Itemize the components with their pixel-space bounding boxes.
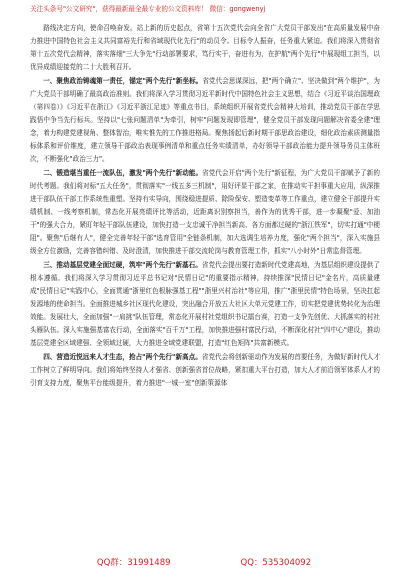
qq-group-label: QQ群：31991489 xyxy=(96,558,171,568)
paragraph-heading: 三、推动基层党建全面过硬，筑牢"两个先行"新基石。 xyxy=(43,261,202,269)
qq-contact-label: QQ：535304092 xyxy=(240,558,312,568)
section-one-paragraph xyxy=(30,75,380,166)
section-two-paragraph xyxy=(30,167,380,258)
document-body xyxy=(30,22,380,390)
section-three-paragraph xyxy=(30,259,380,350)
paragraph-text: 路线决定方向，使命召唤奋发。站上新的历史起点，省第十五次党代会向全省广大党员干部发出"在高质量发展中奋力推进中国特色社会主义共同富裕先行和省域现代化先行"的动员令。目标令人振奋，任务重大紧迫。我们将深入贯彻省第十五次党代会精神，落实落细"三大争先"行动部署要求，笃行实干，奋进有为，在护航"两个先行"中展现组工担当，以优异成绩迎接党的二十大胜利召开。 xyxy=(30,24,380,71)
paragraph-heading: 一、聚焦政治铸魂第一责任，锚定"两个先行"新坐标。 xyxy=(43,77,203,85)
contact-footer xyxy=(0,556,408,570)
paragraph-text: 省党代会开启"两个先行"新征程，为广大党员干部赋予了新的时代考题。我们将对标"五大任务"，贯彻落实"一线五多三机制"，用好评显干部之家，在推动实干担事重大应用，纵深推进干部队伍干部工作系统性重塑。坚持有实导向，围绕稳进提质、除险保安、塑造变革等工作重点，建立健全干部提升实绩机制、一线考察机制，常态化开展亮绩评比等活动，近距离识别察担当，善作为的优秀干部，进一步凝聚"爱、加油干"的强大合力，紧盯年轻干部队伍建设，加快打造一支忠诚干净担当新高、各方面都过硬的"浙江铁军"，切实打通"中梗阻"。聚焦"后继有人"，健全完善年轻干部"选育管用"全链条机制，加大选调生培养力度，强化"两个担当"，深入实施县级全方位激励，完善容错纠错、及时澄清，加快推进干部交流轮岗与教育管理工作，抓实"八小时外"日常监督管理。 xyxy=(30,169,380,255)
paragraph-heading: 二、锻造堪当重任一流队伍，激发"两个先行"新动能。 xyxy=(43,169,203,177)
paragraph-text: 省党代会提出要打造新时代党建高地，为基层组织建设提供了根本遵循。我们将深入学习贯彻习近平总书记对"民情日记"的重要指示精神，持续推深"民情日记"金名片，高质量建成"民情日记"实践中心，全面贯通"浙里红色根脉强基工程""浙里兴村治社"等应用，推广"浙里民情"特色场景，坚决扛起发源地的使命担当。全面推进城乡社区现代化建设，突出融合开放五大社区大单元党建工作，切实把党建优势转化为治理效能。发展壮大，全面加强"一肩挑"队伍管理，常态化开展村社党组织书记擂台赛，打造一支争先创优、大抓落实的村社头雁队伍。深入实施强基富农行动，全面落实"百千万"工程，加快推进强村富民行动，不断深化村社"四中心"建设，推动基层党建全区域建强、全领域过硬，大力推进全域党建联盟，打造"红色矩阵"共富新模式。 xyxy=(30,261,381,347)
paragraph-text: 省党代会将创新驱动作为发展的首要任务，为做好新时代人才工作树立了鲜明导向。我们将始终坚持人才强省、创新强省首位战略，紧扣重大平台打造，加大人才前沿领军体系人才的引育支持力度，聚焦平台能级提升，着力推进"一城一室"创新策源体 xyxy=(30,353,381,387)
paragraph-text: 省党代会思谋深远，把"两个确立"、坚决做到"两个维护"，为广大党员干部明确了最高政治准则。我们将深入学习贯彻习近平新时代中国特色社会主义思想，结合《习近平谈治国理政（第四卷）》《习近平在浙江》《习近平浙江足迹》等重点书目，系统组织开展省党代会精神大培训，推动党员干部在学思践悟中争当先行标兵。坚持以"七张问题清单"为牵引，树牢"问题发现即管理"，健全党员干部发现问题解决省委全建"理念，着力构建党建视角、整体智治，唯实惟先的工作推进格局。聚焦扬起后新时期干部思政治建设，细化政治素质测量指标体系和评价维度，建立领导干部政治表现事例清单和重点任务实绩清单，办好领导干部政治能力提升领导务员主体班次，不断强化"政治三力"。 xyxy=(30,77,380,163)
section-four-paragraph xyxy=(30,351,380,390)
intro-paragraph xyxy=(30,22,380,74)
paragraph-heading: 四、营造近悦远来人才生态，抢占"两个先行"新高点。 xyxy=(43,353,202,361)
promo-banner: 关注头条号"公文研究"，获得最新最全最专业的公文资料库！ 微信：gongwenyj xyxy=(30,5,266,13)
